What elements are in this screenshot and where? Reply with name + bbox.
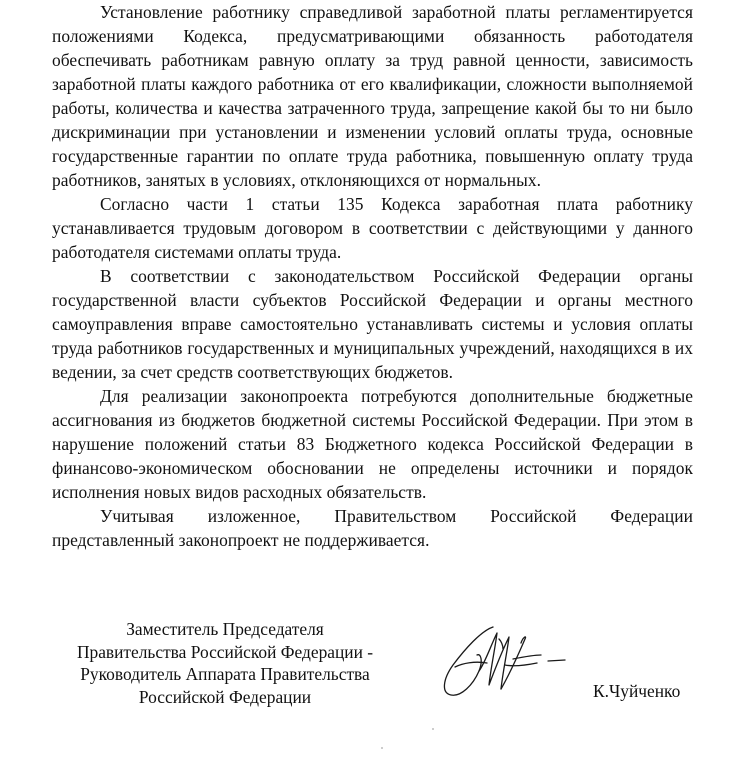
paragraph-article-135: Согласно части 1 статьи 135 Кодекса заработная плата работнику устанавливается трудовым договором в соответствии с действующими у данного работодателя системами оплаты труда. [52, 194, 693, 262]
scan-speck [381, 747, 383, 749]
signatory-position-line: Правительства Российской Федерации - [76, 641, 374, 662]
scan-speck [432, 728, 434, 730]
paragraph-fair-wages: Установление работнику справедливой заработной платы регламентируется положениями Кодекса, предусматривающими обязанность работодателя обеспечивать работникам равную оплату за труд равной ценности, зависимость заработной платы каждого работника от его квалификации, сложности выполняемой работы, количества и качества затраченного труда, запрещение какой бы то ни было дискриминации при установлении и изменении условий оплаты труда, основные государственные гарантии по оплате труда работника, повышенную оплату труда работников, занятых в условиях, отклоняющихся от нормальных. [52, 2, 693, 190]
document-body [52, 0, 693, 552]
signatory-position-line: Руководитель Аппарата Правительства [80, 664, 370, 684]
signatory-position-line: Заместитель Председателя [126, 619, 324, 639]
paragraph-conclusion: Учитывая изложенное, Правительством Российской Федерации представленный законопроект не поддерживается. [52, 506, 693, 550]
paragraph-budget-requirements: Для реализации законопроекта потребуются дополнительные бюджетные ассигнования из бюджетов бюджетной системы Российской Федерации. При этом в нарушение положений статьи 83 Бюджетного кодекса Российской Федерации в финансово-экономическом обосновании не определены источники и порядок исполнения новых видов расходных обязательств. [52, 386, 693, 502]
paragraph-regional-authorities: В соответствии с законодательством Российской Федерации органы государственной власти субъектов Российской Федерации и органы местного самоуправления вправе самостоятельно устанавливать системы и условия оплаты труда работников государственных и муниципальных учреждений, находящихся в их ведении, за счет средств соответствующих бюджетов. [52, 266, 693, 382]
signatory-name: К.Чуйченко [593, 681, 681, 701]
handwritten-signature [415, 605, 575, 715]
signatory-position-line: Российской Федерации [138, 686, 312, 707]
signatory-position [60, 618, 390, 708]
